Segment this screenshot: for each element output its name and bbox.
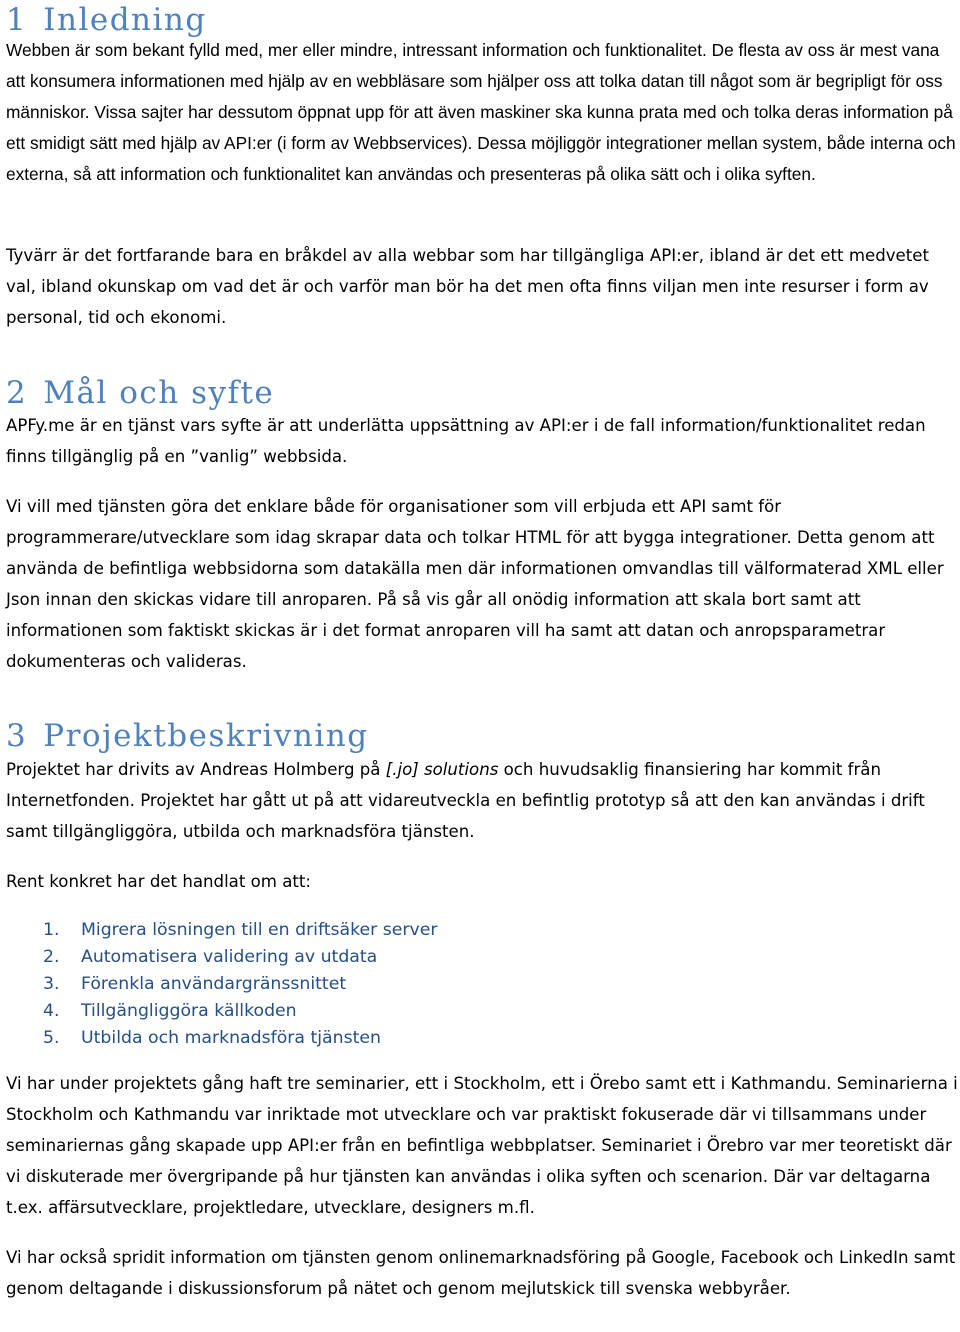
list-text: Automatisera validering av utdata [81, 947, 378, 967]
list-index: 2. [43, 947, 60, 967]
section-title: Inledning [43, 2, 207, 38]
task-list [6, 917, 958, 1052]
section-number: 2 [6, 375, 28, 411]
section-title: Mål och syfte [43, 375, 275, 411]
list-index: 4. [43, 1001, 60, 1021]
list-item [6, 971, 958, 998]
company-name: [.jo] solutions [385, 760, 499, 779]
list-text: Förenkla användargränssnittet [81, 974, 347, 994]
list-item [6, 944, 958, 971]
section-number: 3 [6, 718, 28, 754]
list-item [6, 998, 958, 1025]
section-heading-mal-och-syfte [6, 373, 274, 413]
list-index: 3. [43, 974, 60, 994]
list-text: Tillgängliggöra källkoden [81, 1001, 297, 1021]
list-item [6, 917, 958, 944]
paragraph-apfy-purpose: APFy.me är en tjänst vars syfte är att underlätta uppsättning av API:er i de fall information/funktionalitet redan finns tillgänglig på en ”vanlig” webbsida. [6, 416, 926, 466]
list-text: Utbilda och marknadsföra tjänsten [81, 1028, 381, 1048]
section-heading-inledning [6, 0, 207, 40]
list-index: 5. [43, 1028, 60, 1048]
paragraph-marketing: Vi har också spridit information om tjänsten genom onlinemarknadsföring på Google, Facebook och LinkedIn samt genom deltagande i diskussionsforum på nätet och genom mejlutskick till svenska webbyråer. [6, 1248, 956, 1298]
section-heading-projektbeskrivning [6, 716, 369, 756]
list-text: Migrera lösningen till en driftsäker server [81, 920, 438, 940]
paragraph-list-intro: Rent konkret har det handlat om att: [6, 872, 311, 891]
project-text-after: och huvudsaklig finansiering har kommit från Internetfonden. Projektet har gått ut på att vidareutveckla en befintlig prototyp så att den kan användas i drift samt tillgängliggöra, utbilda och marknadsföra tjänsten. [6, 760, 925, 841]
paragraph-goals: Vi vill med tjänsten göra det enklare både för organisationer som vill erbjuda ett API samt för programmerare/utvecklare som idag skrapar data och tolkar HTML för att bygga integrationer. Detta genom att använda de befintliga webbsidorna som datakälla men där informationen omvandlas till välformaterad XML eller Json innan den skickas vidare till anroparen. På så vis går all onödig information att skala bort samt att informationen som faktiskt skickas är i det format anroparen vill ha samt att datan och anropsparametrar dokumenteras och valideras. [6, 497, 944, 671]
paragraph-seminars: Vi har under projektets gång haft tre seminarier, ett i Stockholm, ett i Örebo samt ett i Kathmandu. Seminarierna i Stockholm och Kathmandu var inriktade mot utvecklare och var praktiskt fokuserade där vi tillsammans under seminariernas gång skapade upp API:er från en befintliga webbplatser. Seminariet i Örebro var mer teoretiskt där vi diskuterade mer övergripande på hur tjänsten kan användas i olika syften och scenarion. Där var deltagarna t.ex. affärsutvecklare, projektledare, utvecklare, designers m.fl. [6, 1074, 958, 1217]
paragraph-api-shortage: Tyvärr är det fortfarande bara en bråkdel av alla webbar som har tillgängliga API:er, ibland är det ett medvetet val, ibland okunskap om vad det är och varför man bör ha det men ofta finns viljan men inte resurser i form av personal, tid och ekonomi. [6, 246, 929, 327]
paragraph-project-description [6, 754, 958, 847]
list-index: 1. [43, 920, 60, 940]
list-item [6, 1025, 958, 1052]
section-number: 1 [6, 2, 28, 38]
project-text-before: Projektet har drivits av Andreas Holmberg på [6, 760, 386, 779]
paragraph-intro: Webben är som bekant fylld med, mer eller mindre, intressant information och funktionalitet. De flesta av oss är mest vana att konsumera informationen med hjälp av en webbläsare som hjälper oss att tolka datan till något som är begripligt för oss människor. Vissa sajter har dessutom öppnat upp för att även maskiner ska kunna prata med och tolka deras information på ett smidigt sätt med hjälp av API:er (i form av Webbservices). Dessa möjliggör integrationer mellan system, både interna och externa, så att information och funktionalitet kan användas och presenteras på olika sätt och i olika syften. [6, 40, 956, 184]
section-title: Projektbeskrivning [43, 718, 369, 754]
